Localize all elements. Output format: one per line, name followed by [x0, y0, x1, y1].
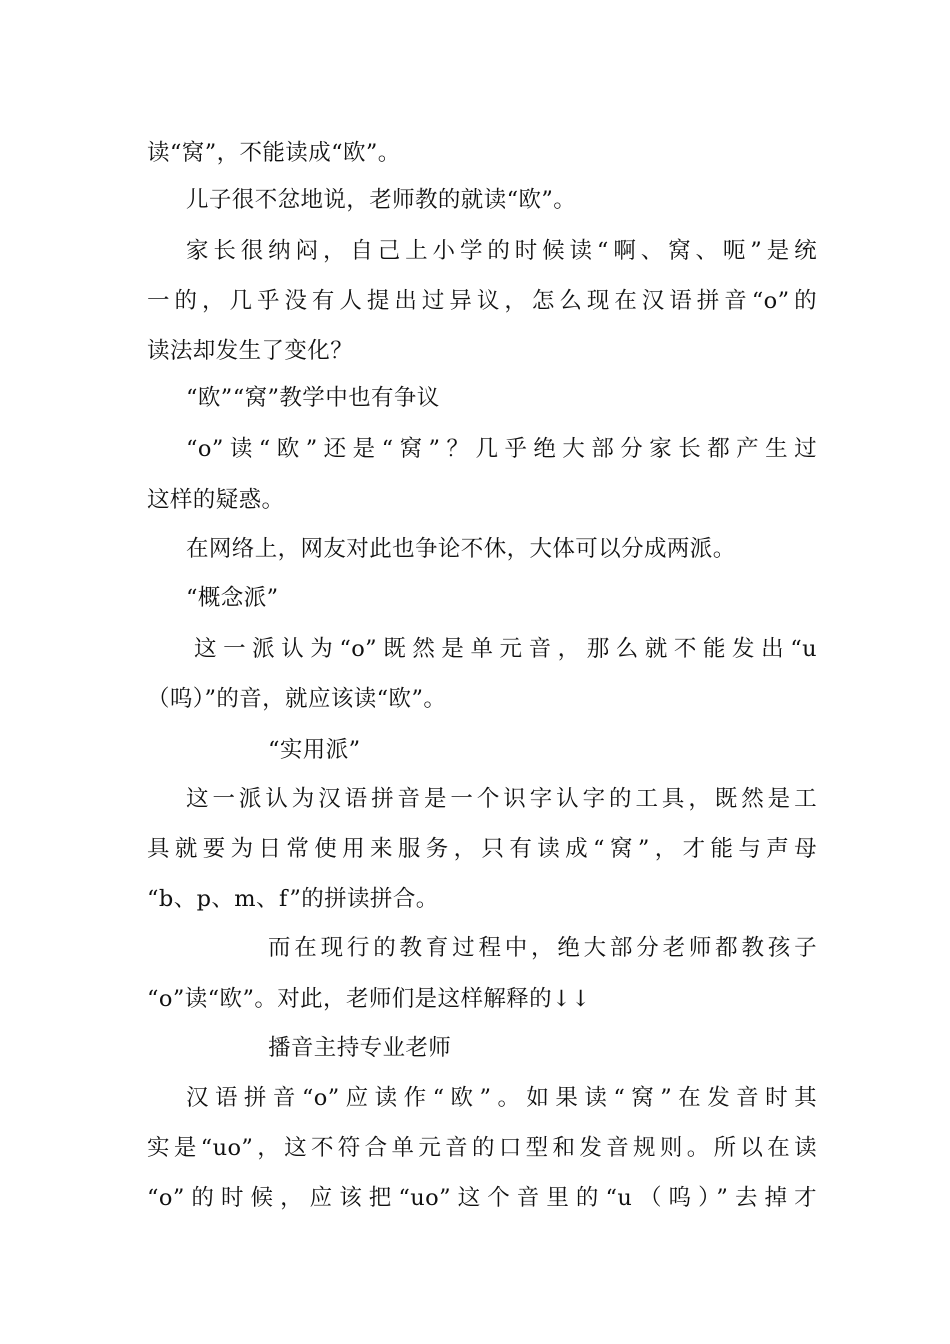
text-line-15: 具就要为日常使用来服务，只有读成“窝”，才能与声母: [147, 836, 817, 862]
text-line-1: 读“窝”，不能读成“欧”。: [147, 140, 401, 166]
text-line-17: 而在现行的教育过程中，绝大部分老师都教孩子: [268, 935, 817, 961]
text-line-18: “o”读“欧”。对此，老师们是这样解释的↓↓: [147, 986, 591, 1012]
subheading-teacher: 播音主持专业老师: [268, 1035, 452, 1061]
text-line-2: 儿子很不忿地说，老师教的就读“欧”。: [186, 187, 577, 213]
text-line-3: 家长很纳闷，自己上小学的时候读“啊、窝、呃”是统: [186, 238, 817, 264]
text-line-4: 一的，几乎没有人提出过异议，怎么现在汉语拼音“o”的: [147, 288, 817, 314]
subheading-concept: “概念派”: [186, 585, 279, 611]
text-line-7: “o”读“欧”还是“窝”？几乎绝大部分家长都产生过: [186, 436, 817, 462]
text-line-21: 实是“uo”，这不符合单元音的口型和发音规则。所以在读: [147, 1135, 817, 1161]
text-line-11: 这一派认为“o”既然是单元音，那么就不能发出“u: [194, 636, 817, 662]
section-heading: “欧”“窝”教学中也有争议: [186, 385, 440, 411]
text-line-22: “o”的时候，应该把“uo”这个音里的“u（呜）”去掉才: [147, 1185, 817, 1211]
subheading-practical: “实用派”: [268, 737, 361, 763]
text-line-20: 汉语拼音“o”应读作“欧”。如果读“窝”在发音时其: [186, 1085, 817, 1111]
text-line-14: 这一派认为汉语拼音是一个识字认字的工具，既然是工: [186, 786, 817, 812]
text-line-12: （呜）”的音，就应该读“欧”。: [147, 686, 447, 712]
text-line-8: 这样的疑惑。: [147, 487, 285, 513]
text-line-16: “b、p、m、f”的拼读拼合。: [147, 886, 439, 912]
text-line-5: 读法却发生了变化？: [147, 338, 354, 364]
text-line-9: 在网络上，网友对此也争论不休，大体可以分成两派。: [186, 536, 736, 562]
